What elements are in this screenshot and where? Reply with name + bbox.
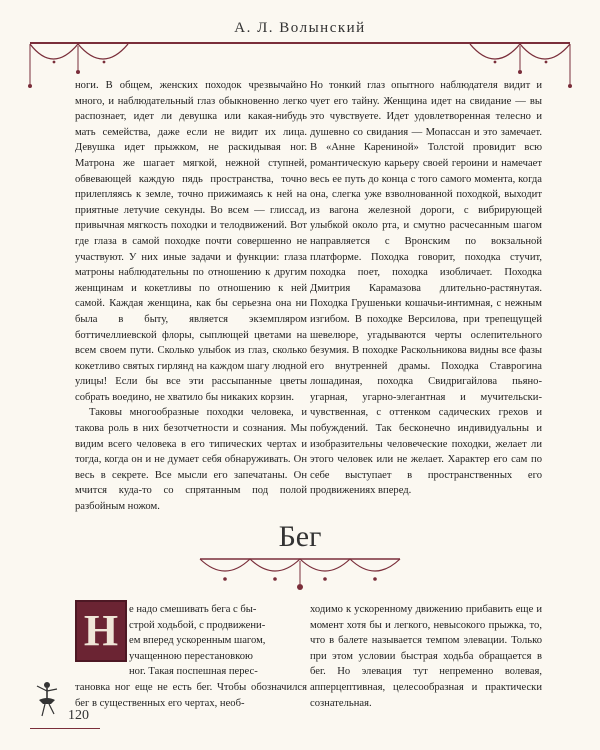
- text-line: ног. Такая поспешная перес-: [129, 666, 258, 678]
- section-right-text: ходимо к ускоренному движению прибавить еще и момент хотя бы и легкого, невысокого прыжка, то, что в балете называется темпом элевации. Только при этом условии быстрая ходьба обращается в бег. Но элевация тут непременно волевая, апперцептивная, целесообразная и практически сознательная.: [310, 604, 542, 709]
- left-column: [75, 78, 307, 515]
- text-line: ем вперед ускоренным шагом,: [129, 635, 266, 647]
- footer-rule: [30, 728, 100, 729]
- text-line: учащенною перестановкою: [129, 650, 253, 662]
- paragraph: Но тонкий глаз опытного наблюдателя видит и чует его тайну. Женщина идет на свидание — вы это чувствуете. Идет удовлетворенная телесно и душевно со свидания — Мопассан и это замечает. В «Анне Карениной» Толстой провидит всю романтическую карьеру своей героини и намечает весь ее путь до конца с того самого момента, когда она, слегка уже взволнованной походкой, выходит из вагона железной дороги, с вибрирующей улыбкой около рта, и смутно расчесанным шагом направляется с Вронским по вокзальной платформе. Походка говорит, походка стучит, походка поет, походка изобличает. Походка Дмитрия Карамазова длительно-растянутая. Походка Грушеньки кошачьи-интимная, с нежным изгибом. В походке Версилова, при трепещущей шевелюре, угадываются черты ослепительного безумия. В походке Раскольникова видны все фазы его внутренней драмы. Походка Ставрогина лошадиная, походка Свидригайлова пьяно-угарная, угарно-элегантная и мучительски-чувственная, с оттенком садических грехов и побуждений. Так бесконечно индивидуальны и изобразительны человеческие походки, желает ли этого человек или не желает. Характер его сам по себе выступает в пространственных его продвижениях вперед.: [310, 80, 542, 497]
- dancer-icon: [32, 680, 62, 720]
- paragraph: Таковы многообразные походки человека, и такова роль в них безотчетности и сознания. Мы видим всего человека в его типических чертах и тогда, когда он и не думает себя обнаруживать. Он весь в секрете. Все мысли его запечатаны. Он мчится куда-то со спрятанным под полой разбойным ножом.: [75, 407, 307, 513]
- text-line: е надо смешивать бега с бы-: [129, 604, 257, 615]
- section-left-text: [75, 602, 307, 711]
- running-title: А. Л. Волынский: [234, 20, 366, 36]
- dropcap-letter: Н: [83, 606, 119, 655]
- section-title: Бег: [278, 520, 322, 553]
- paragraph: ноги. В общем, женских походок чрезвычайно много, и наблюдательный глаз обыкновенно легко распознает, идет ли девушка или какая-нибудь мать семейства, даже если не видит их лица. Девушка идет прыжком, не раскидывая ног. Матрона же шагает мягкой, нежной ступней, обвевающей каждую пядь пространства, точно прилепляясь к земле, точно прижимаясь к ней на приятные летучие секунды. Во всем — глиссад, привычная мягкость походки и телодвижений. Вот где глаза в самой походке почти совершенно не участвуют. У них иные задачи и функции: глаза матроны наблюдательны по отношению к другим женщинам и кокетливы по отношению к ней самой. Каждая женщина, как бы серьезна она ни была в быту, является экземпляром боттичеллиевской флоры, сыплющей цветами на всем своем пути. Сколько улыбок из глаз, сколько кокетливо святых гирлянд на каждом шагу людной улицы! Если бы все эти рассыпанные цветы собрать воедино, не хватило бы никаких корзин.: [75, 80, 307, 403]
- page-number: 120: [68, 708, 89, 723]
- scroll-ornament-icon: [195, 553, 405, 593]
- right-column: [310, 78, 542, 499]
- text-rest: тановка ног еще не есть бег. Чтобы обозначился бег в существенных его чертах, необ-: [75, 681, 307, 709]
- text-line: строй ходьбой, с продвижени-: [129, 619, 266, 631]
